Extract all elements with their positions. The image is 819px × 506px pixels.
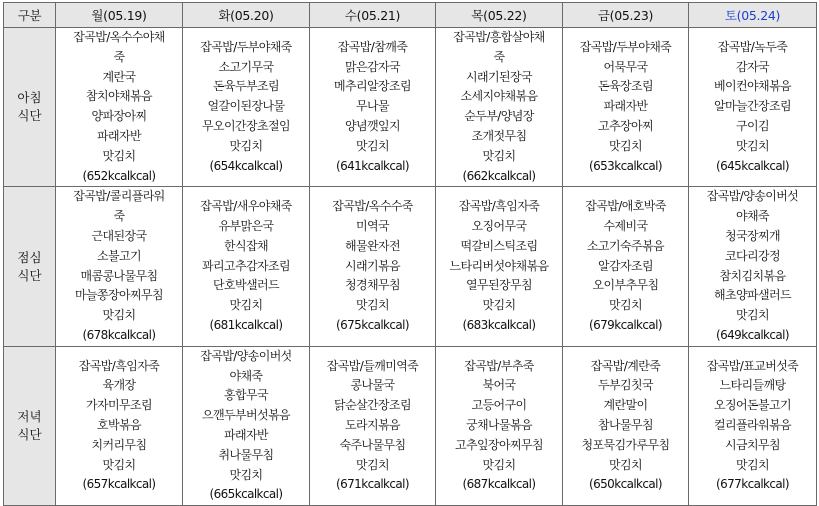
menu-item: (671kcalkcal)	[336, 477, 409, 492]
menu-item: (675kcalkcal)	[336, 318, 409, 333]
menu-item: 어묵무국	[603, 59, 648, 74]
menu-item: 느타리버섯야채볶음	[449, 258, 549, 273]
menu-item: 잡곡밥/표교버섯죽	[706, 358, 799, 373]
meal-label-line: 식단	[17, 108, 42, 124]
menu-cell-lunch-fri	[563, 187, 689, 346]
menu-item: (645kcalkcal)	[716, 158, 789, 173]
meal-label-line: 저녁	[17, 408, 42, 424]
menu-item: 잡곡밥/콜리플라워	[73, 189, 165, 204]
menu-item: 소고기무국	[218, 59, 274, 74]
menu-item: 잡곡밥/새우야채죽	[200, 199, 292, 214]
menu-item: 해초양파샐러드	[714, 288, 791, 303]
menu-item: 맛김치	[482, 298, 516, 313]
menu-item: 구이김	[736, 119, 769, 134]
menu-item: 시래기된장국	[466, 69, 532, 84]
menu-item: 떡갈비스틱조림	[460, 238, 538, 253]
menu-item: 파래자반	[224, 427, 268, 442]
menu-item: 잡곡밥/들깨미역죽	[326, 358, 419, 373]
menu-item: 맛김치	[736, 138, 769, 153]
menu-cell-lunch-tue	[183, 187, 310, 346]
menu-item: 야채죽	[229, 368, 263, 383]
menu-item: (641kcalkcal)	[336, 158, 409, 173]
menu-item: 잡곡밥/흥합살야채	[453, 30, 545, 44]
menu-item: 맛김치	[356, 298, 389, 313]
menu-item: 맛김치	[609, 457, 642, 472]
day-header-thu: 목(05.22)	[436, 3, 563, 28]
menu-cell-dinner-tue	[183, 346, 310, 505]
menu-item: 계란국	[102, 69, 136, 84]
meal-label-breakfast	[4, 28, 56, 187]
menu-item: 잡곡밥/옥수수야채	[73, 30, 165, 44]
menu-item: 도라지볶음	[345, 418, 400, 433]
menu-item: 잡곡밥/참깨죽	[337, 39, 408, 54]
menu-item: 콩나물국	[350, 378, 395, 393]
menu-item: 치커리무침	[91, 437, 147, 452]
menu-item: (652kcalkcal)	[82, 168, 156, 183]
menu-item: 오이부추무침	[592, 278, 659, 293]
menu-cell-dinner-mon	[56, 346, 183, 505]
menu-item: 맑은감자국	[345, 59, 400, 74]
menu-item: 시래기볶음	[345, 258, 400, 273]
menu-item: 맛김치	[102, 457, 136, 472]
menu-item: (665kcalkcal)	[209, 487, 283, 502]
menu-item: 잡곡밥/흑임자죽	[458, 199, 540, 214]
menu-item: 양파장아찌	[91, 109, 147, 124]
menu-cell-breakfast-tue	[183, 28, 310, 187]
menu-item: (653kcalkcal)	[589, 158, 662, 173]
menu-item: 참치김치볶음	[719, 268, 786, 283]
menu-cell-breakfast-thu	[436, 28, 563, 187]
menu-item: 해물완자전	[345, 238, 400, 253]
menu-item: 으깬두부버섯볶음	[202, 408, 290, 423]
day-header-fri: 금(05.23)	[563, 3, 689, 28]
day-header-tue: 화(05.20)	[183, 3, 310, 28]
menu-item: 죽	[113, 209, 125, 224]
meal-row-breakfast	[4, 28, 817, 187]
menu-cell-dinner-fri	[563, 346, 689, 505]
menu-item: 참치야채볶음	[86, 89, 152, 104]
menu-item: 오징어돈불고기	[714, 398, 791, 413]
menu-item: 양념깻잎지	[345, 119, 400, 134]
menu-item: 고등어구이	[471, 398, 527, 413]
menu-item: 고추잎장아찌무침	[455, 437, 543, 452]
menu-item: 맛김치	[102, 308, 136, 323]
day-header-wed: 수(05.21)	[310, 3, 436, 28]
menu-item: 근대된장국	[91, 228, 147, 243]
menu-item: 소불고기	[97, 248, 141, 263]
menu-item: (662kcalkcal)	[462, 168, 536, 183]
menu-item: 시금치무침	[725, 437, 780, 452]
meal-label-line: 점심	[17, 249, 42, 265]
menu-item: 가자미무조림	[86, 398, 152, 413]
menu-item: 궁채나물볶음	[466, 418, 532, 433]
weekly-menu-table	[3, 2, 817, 506]
menu-item: 잡곡밥/두부야채죽	[200, 39, 292, 54]
menu-item: 감자국	[736, 59, 769, 74]
menu-item: 소고기숙주볶음	[587, 238, 664, 253]
menu-item: 돈육두부조림	[213, 79, 279, 94]
menu-item: 잡곡밥/계란죽	[590, 358, 661, 373]
menu-item: 맛김치	[229, 298, 263, 313]
menu-item: 얼갈이된장나물	[207, 99, 285, 114]
menu-item: 단호박샐러드	[213, 278, 279, 293]
menu-item: (678kcalkcal)	[82, 327, 156, 342]
menu-item: 수제비국	[603, 219, 648, 234]
menu-item: 맛김치	[229, 467, 263, 482]
menu-item: 잡곡밥/부추죽	[464, 358, 534, 373]
menu-item: 무나물	[356, 99, 389, 114]
menu-item: (649kcalkcal)	[716, 327, 789, 342]
menu-item: 참나물무침	[598, 418, 653, 433]
menu-item: (681kcalkcal)	[209, 318, 283, 333]
meal-label-dinner	[4, 346, 56, 505]
menu-cell-dinner-thu	[436, 346, 563, 505]
menu-item: 청경채무침	[345, 278, 400, 293]
menu-item: 청국장찌개	[725, 228, 780, 243]
menu-item: 순두부/양념장	[464, 109, 534, 124]
menu-item: 잡곡밥/양송이버섯	[706, 189, 799, 204]
menu-item: 매콤콩나물무침	[80, 268, 158, 283]
menu-item: 잡곡밥/녹두죽	[717, 39, 788, 54]
menu-cell-lunch-mon	[56, 187, 183, 346]
menu-item: 잡곡밥/옥수수죽	[332, 199, 413, 214]
meal-label-line: 식단	[17, 267, 42, 283]
menu-item: 닭순살간장조림	[334, 398, 411, 413]
menu-item: 메추리알장조림	[334, 79, 411, 94]
menu-item: 맛김치	[356, 138, 389, 153]
menu-item: 홍합무국	[224, 388, 268, 403]
menu-item: 맛김치	[736, 457, 769, 472]
menu-item: 파래자반	[97, 128, 141, 143]
menu-item: 베이컨야채볶음	[714, 79, 791, 94]
menu-item: 계란말이	[603, 398, 648, 413]
menu-item: (657kcalkcal)	[82, 477, 156, 492]
menu-item: 소세지야채볶음	[460, 89, 538, 104]
menu-item: 느타리들깨탕	[719, 378, 786, 393]
menu-item: 숙주나물무침	[339, 437, 406, 452]
menu-item: 잡곡밥/양송이버섯	[200, 348, 292, 363]
menu-cell-breakfast-wed	[310, 28, 436, 187]
menu-item: 맛김치	[229, 138, 263, 153]
menu-item: 잡곡밥/두부야채죽	[579, 39, 672, 54]
menu-item: 꽈리고추감자조림	[202, 258, 290, 273]
menu-cell-breakfast-mon	[56, 28, 183, 187]
meal-row-lunch	[4, 187, 817, 346]
menu-item: (677kcalkcal)	[716, 477, 789, 492]
menu-item: 죽	[493, 49, 505, 64]
menu-item: 맛김치	[482, 148, 516, 163]
menu-cell-lunch-thu	[436, 187, 563, 346]
menu-item: (687kcalkcal)	[462, 477, 536, 492]
menu-item: 야채죽	[736, 209, 769, 224]
menu-item: 호박볶음	[97, 418, 141, 433]
menu-item: (654kcalkcal)	[209, 158, 283, 173]
menu-item: 미역국	[356, 219, 389, 234]
menu-item: 알마늘간장조림	[714, 99, 791, 114]
meal-row-dinner	[4, 346, 817, 505]
menu-item: (679kcalkcal)	[589, 318, 662, 333]
menu-item: 취나물무침	[218, 447, 274, 462]
menu-item: 맛김치	[609, 138, 642, 153]
menu-item: 맛김치	[482, 457, 516, 472]
menu-item: 두부김칫국	[598, 378, 653, 393]
menu-item: 잡곡밥/애호박죽	[585, 199, 666, 214]
menu-cell-breakfast-sat	[689, 28, 817, 187]
menu-item: 육개장	[102, 378, 136, 393]
menu-item: 죽	[113, 49, 125, 64]
menu-cell-breakfast-fri	[563, 28, 689, 187]
meal-label-lunch	[4, 187, 56, 346]
menu-cell-dinner-wed	[310, 346, 436, 505]
day-header-sat: 토(05.24)	[689, 3, 817, 28]
menu-item: (683kcalkcal)	[462, 318, 536, 333]
menu-item: 조개젓무침	[471, 128, 527, 143]
menu-item: 마늘쫑장아찌무침	[75, 288, 163, 303]
menu-cell-lunch-sat	[689, 187, 817, 346]
menu-item: 돈육장조림	[598, 79, 653, 94]
menu-cell-dinner-sat	[689, 346, 817, 505]
menu-item: (650kcalkcal)	[589, 477, 662, 492]
menu-item: 한식잡채	[224, 238, 268, 253]
menu-item: 잡곡밥/흑임자죽	[78, 358, 160, 373]
menu-item: 맛김치	[736, 308, 769, 323]
meal-label-line: 식단	[17, 426, 42, 442]
menu-item: 파래자반	[603, 99, 648, 114]
meal-label-line: 아침	[17, 90, 42, 106]
menu-item: 북어국	[482, 378, 516, 393]
menu-item: 맛김치	[102, 148, 136, 163]
menu-item: 청포묵김가루무침	[581, 437, 670, 452]
menu-item: 알감자조림	[598, 258, 653, 273]
menu-item: 열무된장무침	[466, 278, 532, 293]
menu-item: 오징어무국	[471, 219, 527, 234]
menu-cell-lunch-wed	[310, 187, 436, 346]
menu-item: 컬리플라워볶음	[714, 418, 791, 433]
menu-item: 맛김치	[356, 457, 389, 472]
header-row	[4, 3, 817, 28]
day-header-mon: 월(05.19)	[56, 3, 183, 28]
menu-item: 무오이간장초절임	[202, 119, 290, 134]
menu-item: 유부맑은국	[218, 219, 274, 234]
menu-item: 고추장아찌	[598, 119, 653, 134]
menu-item: 코다리강정	[725, 248, 780, 263]
menu-item: 맛김치	[609, 298, 642, 313]
corner-header: 구분	[4, 3, 56, 28]
